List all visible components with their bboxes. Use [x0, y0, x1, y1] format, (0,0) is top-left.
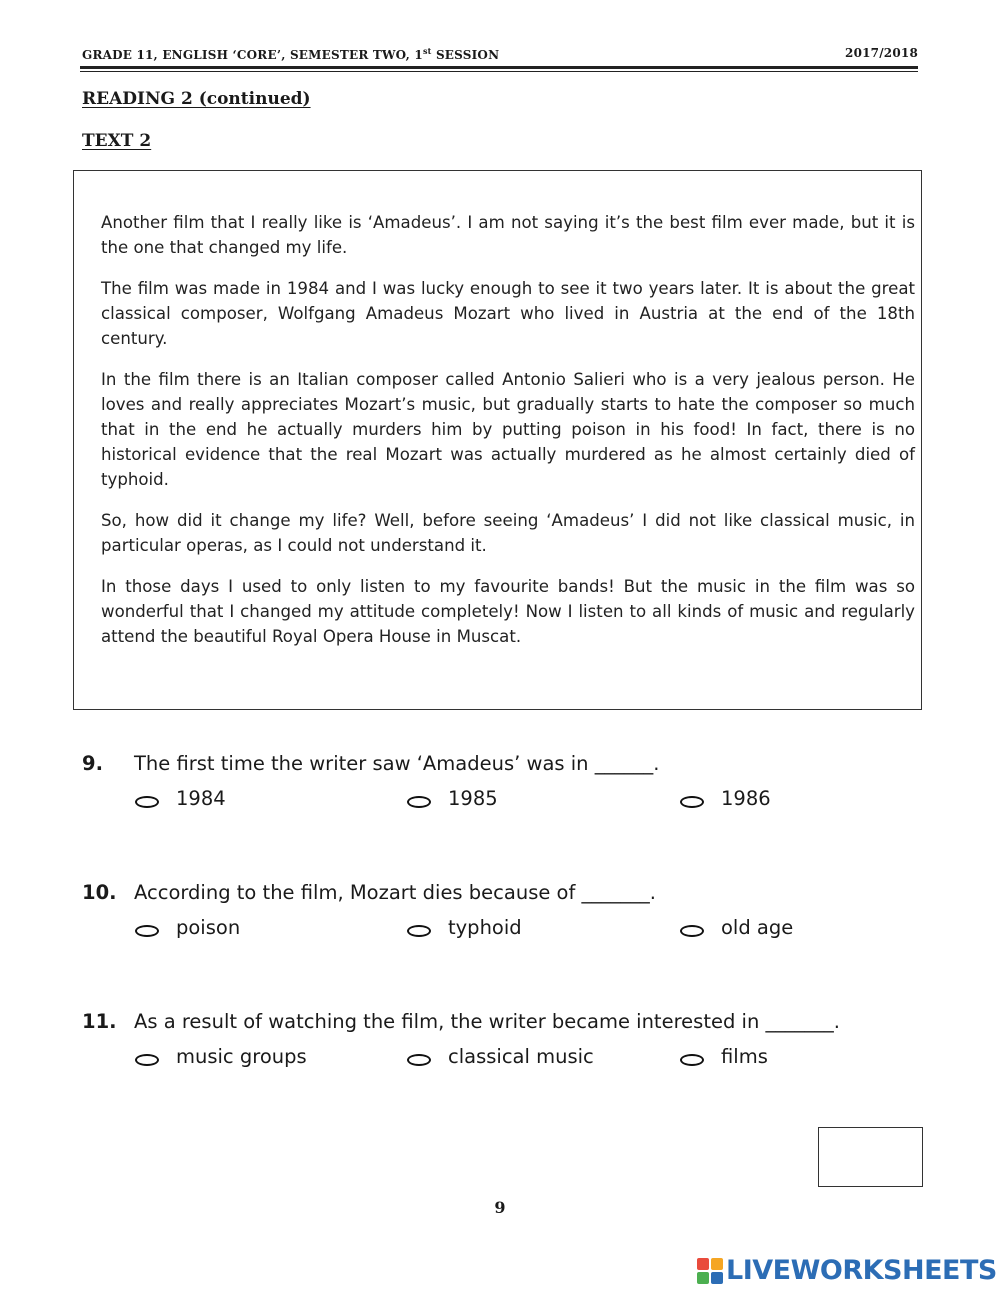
option-b[interactable] — [407, 1045, 594, 1068]
question-11 — [82, 1010, 922, 1075]
question-10 — [82, 881, 922, 946]
option-c[interactable] — [680, 916, 793, 939]
option-label: 1985 — [448, 787, 498, 810]
question-number: 9. — [82, 752, 103, 775]
passage — [101, 210, 915, 665]
option-a[interactable] — [135, 916, 240, 939]
liveworksheets-brand — [697, 1255, 997, 1286]
section-title: READING 2 (continued) — [82, 89, 311, 109]
question-number: 11. — [82, 1010, 117, 1033]
radio-bubble-icon[interactable] — [680, 1054, 704, 1066]
passage-paragraph: The film was made in 1984 and I was lucky enough to see it two years later. It is about the great classical composer, Wolfgang Amadeus Mozart who lived in Austria at the end of the 18th century. — [101, 279, 915, 348]
option-c[interactable] — [680, 1045, 768, 1068]
question-text: As a result of watching the film, the writer became interested in _______. — [134, 1010, 840, 1033]
page-header — [82, 46, 918, 62]
radio-bubble-icon[interactable] — [135, 1054, 159, 1066]
option-c[interactable] — [680, 787, 771, 810]
option-label: classical music — [448, 1045, 594, 1068]
header-rule-thick — [80, 66, 918, 69]
question-text: The first time the writer saw ‘Amadeus’ was in ______. — [134, 752, 660, 775]
option-b[interactable] — [407, 916, 522, 939]
brand-name: LIVEWORKSHEETS — [726, 1255, 997, 1286]
radio-bubble-icon[interactable] — [407, 1054, 431, 1066]
option-label: films — [721, 1045, 768, 1068]
question-number: 10. — [82, 881, 117, 904]
option-label: typhoid — [448, 916, 522, 939]
option-label: old age — [721, 916, 794, 939]
score-box — [818, 1127, 923, 1187]
header-year: 2017/2018 — [845, 46, 918, 60]
question-text: According to the film, Mozart dies because of _______. — [134, 881, 656, 904]
option-label: poison — [176, 916, 241, 939]
passage-paragraph: So, how did it change my life? Well, before seeing ‘Amadeus’ I did not like classical music, in particular operas, as I could not understand it. — [101, 511, 915, 555]
header-course: GRADE 11, ENGLISH ‘CORE’, SEMESTER TWO, 1st SESSION — [82, 46, 500, 62]
radio-bubble-icon[interactable] — [680, 925, 704, 937]
option-a[interactable] — [135, 787, 226, 810]
passage-paragraph: Another film that I really like is ‘Amadeus’. I am not saying it’s the best film ever made, but it is the one that changed my life. — [101, 213, 915, 257]
radio-bubble-icon[interactable] — [407, 796, 431, 808]
option-label: music groups — [176, 1045, 307, 1068]
option-label: 1984 — [176, 787, 226, 810]
radio-bubble-icon[interactable] — [135, 925, 159, 937]
passage-paragraph: In the film there is an Italian composer called Antonio Salieri who is a very jealous person. He loves and really appreciates Mozart’s music, but gradually starts to hate the composer so much that in the end he actually murders him by putting poison in his food! In fact, there is no historical evidence that the real Mozart was actually murdered as he almost certainly died of typhoid. — [101, 370, 915, 489]
radio-bubble-icon[interactable] — [680, 796, 704, 808]
option-b[interactable] — [407, 787, 498, 810]
page-number: 9 — [494, 1198, 506, 1217]
option-a[interactable] — [135, 1045, 307, 1068]
radio-bubble-icon[interactable] — [407, 925, 431, 937]
question-9 — [82, 752, 922, 817]
option-label: 1986 — [721, 787, 771, 810]
header-rule-thin — [80, 71, 918, 72]
radio-bubble-icon[interactable] — [135, 796, 159, 808]
text-title: TEXT 2 — [82, 131, 152, 151]
liveworksheets-logo-icon — [697, 1258, 723, 1284]
passage-paragraph: In those days I used to only listen to my favourite bands! But the music in the film was so wonderful that I changed my attitude completely! Now I listen to all kinds of music and regularly attend the beautiful Royal Opera House in Muscat. — [101, 577, 915, 646]
